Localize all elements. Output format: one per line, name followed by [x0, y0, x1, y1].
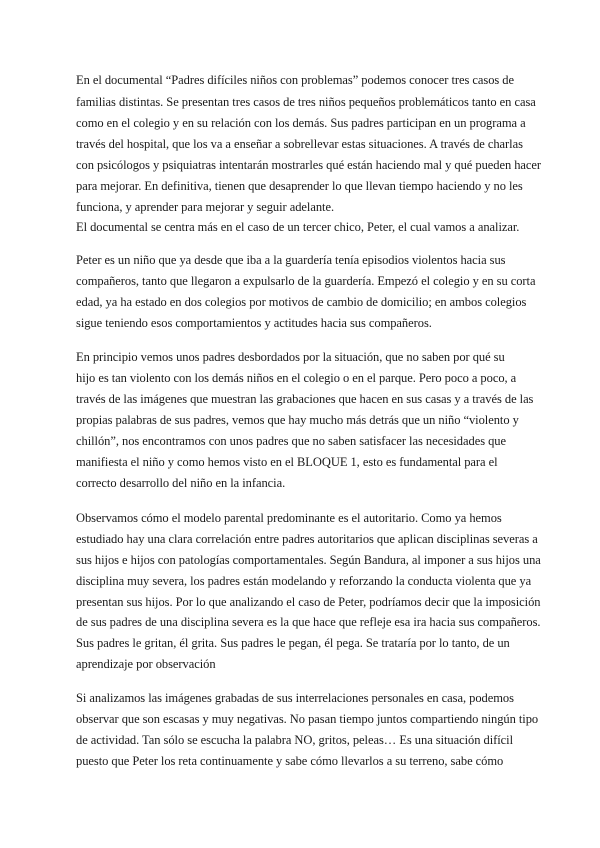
paragraph-autoritario-line: estudiado hay una clara correlación entre padres autoritarios que aplican disciplinas severas a — [76, 532, 538, 546]
paragraph-peter-line: Peter es un niño que ya desde que iba a la guardería tenía episodios violentos hacia sus — [76, 253, 506, 267]
paragraph-intro-line: funciona, y aprender para mejorar y seguir adelante. — [76, 200, 335, 214]
paragraph-principio-line: manifiesta el niño y como hemos visto en el BLOQUE 1, esto es fundamental para el — [76, 455, 498, 469]
paragraph-autoritario-line: de sus padres de una disciplina severa es la que hace que refleje esa ira hacia sus compañeros. — [76, 615, 541, 629]
paragraph-autoritario-line: sus hijos e hijos con patologías comportamentales. Según Bandura, al imponer a sus hijos una — [76, 553, 541, 567]
paragraph-principio-line: hijo es tan violento con los demás niños en el colegio o en el parque. Pero poco a poco, a — [76, 371, 517, 385]
paragraph-autoritario-line: Observamos cómo el modelo parental predominante es el autoritario. Como ya hemos — [76, 511, 502, 525]
paragraph-intro-line: para mejorar. En definitiva, tienen que desaprender lo que llevan tiempo haciendo y no les — [76, 179, 523, 193]
paragraph-peter-line: edad, ya ha estado en dos colegios por motivos de cambio de domicilio; en ambos colegios — [76, 295, 527, 309]
paragraph-autoritario-line: Sus padres le gritan, él grita. Sus padres le pegan, él pega. Se trataría por lo tanto, de un — [76, 636, 510, 650]
paragraph-autoritario-line: presentan sus hijos. Por lo que analizando el caso de Peter, podríamos decir que la imposición — [76, 595, 541, 609]
paragraph-autoritario-line: aprendizaje por observación — [76, 657, 216, 671]
paragraph-imagenes-line: Si analizamos las imágenes grabadas de sus interrelaciones personales en casa, podemos — [76, 691, 514, 705]
paragraph-imagenes-line: de actividad. Tan sólo se escucha la palabra NO, gritos, peleas… Es una situación difícil — [76, 733, 514, 747]
paragraph-intro-line: con psicólogos y psiquiatras intentarán mostrarles qué están haciendo mal y qué pueden hacer — [76, 158, 542, 172]
paragraph-intro-line: través del hospital, que los va a enseñar a sobrellevar estas situaciones. A través de charlas — [76, 137, 523, 151]
paragraph-intro-line: familias distintas. Se presentan tres casos de tres niños pequeños problemáticos tanto en casa — [76, 95, 536, 109]
paragraph-imagenes-line: observar que son escasas y muy negativas. No pasan tiempo juntos compartiendo ningún tipo — [76, 712, 539, 726]
paragraph-principio-line: correcto desarrollo del niño en la infancia. — [76, 476, 286, 490]
paragraph-intro-line: En el documental “Padres difíciles niños con problemas” podemos conocer tres casos de — [76, 73, 514, 87]
paragraph-peter-line: sigue teniendo esos comportamientos y actitudes hacia sus compañeros. — [76, 316, 432, 330]
paragraph-principio-line: propias palabras de sus padres, vemos que hay mucho más detrás que un niño “violento y — [76, 413, 519, 427]
paragraph-principio-line: través de las imágenes que muestran las grabaciones que hacen en sus casas y a través de las — [76, 392, 534, 406]
paragraph-principio-line: En principio vemos unos padres desbordados por la situación, que no saben por qué su — [76, 350, 505, 364]
paragraph-imagenes-line: puesto que Peter los reta continuamente y sabe cómo llevarlos a su terreno, sabe cómo — [76, 754, 504, 768]
paragraph-peter-line: compañeros, tanto que llegaron a expulsarlo de la guardería. Empezó el colegio y en su corta — [76, 274, 536, 288]
paragraph-intro-line: El documental se centra más en el caso de un tercer chico, Peter, el cual vamos a analizar. — [76, 220, 520, 234]
paragraph-intro-line: como en el colegio y en su relación con los demás. Sus padres participan en un programa a — [76, 116, 526, 130]
paragraph-principio-line: chillón”, nos encontramos con unos padres que no saben satisfacer las necesidades que — [76, 434, 506, 448]
paragraph-autoritario-line: disciplina muy severa, los padres están modelando y reforzando la conducta violenta que ya — [76, 574, 532, 588]
